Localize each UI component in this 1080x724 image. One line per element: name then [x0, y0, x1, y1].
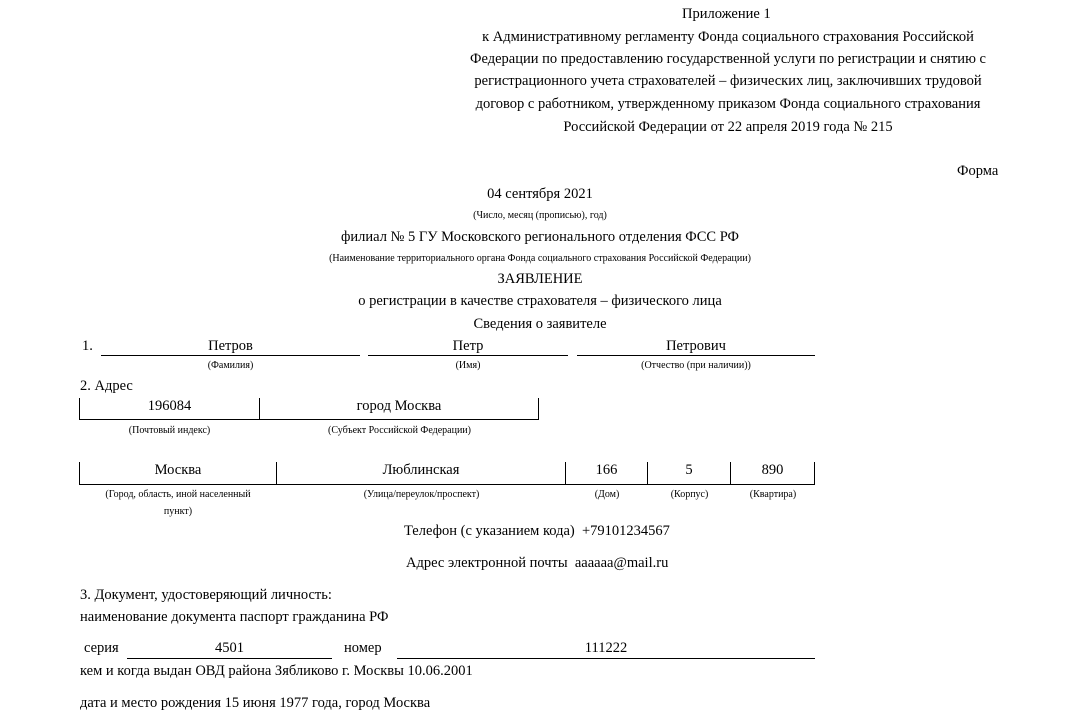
birth-line: дата и место рождения 15 июня 1977 года, город Москва [80, 695, 431, 711]
applicant-number: 1. [82, 338, 93, 354]
series-line [127, 658, 332, 659]
regulation-line-1: к Административному регламенту Фонда социального страхования Российской [482, 29, 974, 45]
apartment-caption: (Квартира) [749, 489, 797, 500]
city-value: Москва [154, 462, 202, 478]
number-line [397, 658, 815, 659]
org-value: филиал № 5 ГУ Московского регионального отделения ФСС РФ [340, 229, 740, 245]
email-label: Адрес электронной почты [406, 555, 568, 571]
postcode-caption: (Почтовый индекс) [128, 425, 211, 436]
date-value: 04 сентября 2021 [487, 186, 593, 202]
patronymic-caption: (Отчество (при наличии)) [641, 360, 751, 371]
org-caption: (Наименование территориального органа Фонда социального страхования Российской Федерации) [329, 253, 751, 264]
document-title: ЗАЯВЛЕНИЕ [497, 271, 583, 287]
street-value: Люблинская [382, 462, 460, 478]
postcode-cell [79, 398, 260, 420]
name-caption: (Имя) [455, 360, 481, 371]
street-cell [277, 462, 566, 485]
house-value: 166 [595, 462, 618, 478]
phone-value: +79101234567 [581, 523, 670, 539]
form-label: Форма [957, 163, 999, 179]
regulation-line-5: Российской Федерации от 22 апреля 2019 года № 215 [563, 119, 893, 135]
house-cell [566, 462, 648, 485]
date-caption: (Число, месяц (прописью), год) [473, 210, 607, 221]
phone-label: Телефон (с указанием кода) [404, 523, 575, 539]
city-caption-1: (Город, область, иной населенный [105, 489, 251, 500]
region-value: город Москва [356, 398, 442, 414]
section-title: Сведения о заявителе [473, 316, 607, 332]
regulation-line-4: договор с работником, утвержденному приказом Фонда социального страхования [475, 96, 981, 112]
document-subtitle: о регистрации в качестве страхователя – физического лица [358, 293, 722, 309]
city-caption-2: пункт) [163, 506, 193, 517]
email-row [406, 555, 668, 572]
house-caption: (Дом) [594, 489, 620, 500]
patronymic-line [577, 355, 815, 356]
postcode-value: 196084 [147, 398, 192, 414]
name-value: Петр [452, 338, 484, 354]
document-name-line: наименование документа паспорт гражданина РФ [80, 609, 389, 625]
street-caption: (Улица/переулок/проспект) [363, 489, 480, 500]
name-line [368, 355, 568, 356]
building-value: 5 [685, 462, 693, 478]
address-label: 2. Адрес [80, 378, 133, 394]
city-cell [79, 462, 277, 485]
building-caption: (Корпус) [670, 489, 709, 500]
apartment-cell [731, 462, 815, 485]
phone-row [404, 523, 670, 540]
issued-line: кем и когда выдан ОВД района Зябликово г. Москвы 10.06.2001 [80, 663, 473, 679]
region-cell [260, 398, 539, 420]
patronymic-value: Петрович [666, 338, 726, 354]
series-label: серия [84, 640, 119, 656]
number-value: 111222 [584, 640, 628, 656]
surname-caption: (Фамилия) [207, 360, 254, 371]
email-value: аааааа@mail.ru [574, 555, 669, 571]
document-label: 3. Документ, удостоверяющий личность: [80, 587, 332, 603]
series-value: 4501 [215, 640, 244, 656]
surname-value: Петров [208, 338, 253, 354]
surname-line [101, 355, 360, 356]
regulation-line-2: Федерации по предоставлению государственной услуги по регистрации и снятию с [470, 51, 986, 67]
region-caption: (Субъект Российской Федерации) [327, 425, 471, 436]
number-label: номер [344, 640, 382, 656]
building-cell [648, 462, 731, 485]
regulation-line-3: регистрационного учета страхователей – физических лиц, заключивших трудовой [474, 73, 982, 89]
apartment-value: 890 [761, 462, 784, 478]
appendix-title: Приложение 1 [682, 6, 771, 22]
